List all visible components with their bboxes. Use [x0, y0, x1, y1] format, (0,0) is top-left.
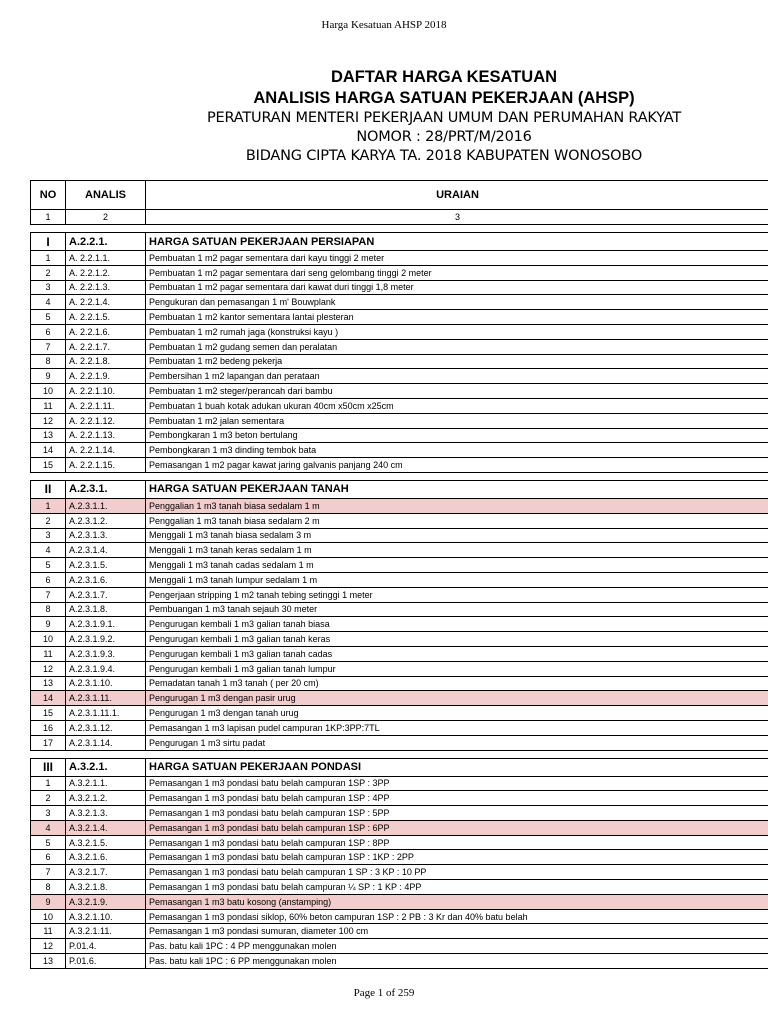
- row-analis-code: A.3.2.1.2.: [66, 791, 146, 806]
- row-analis-code: A.2.3.1.2.: [66, 513, 146, 528]
- row-description: Pengurugan 1 m3 dengan tanah urug: [146, 706, 768, 721]
- section-title: HARGA SATUAN PEKERJAAN PONDASI: [146, 758, 768, 776]
- row-analis-code: A.2.3.1.9.3.: [66, 646, 146, 661]
- page-header: Harga Kesatuan AHSP 2018: [321, 19, 447, 31]
- spacer-cell: [31, 750, 66, 758]
- row-number: 7: [31, 865, 66, 880]
- table-row: [31, 354, 768, 369]
- row-description: Pengerjaan stripping 1 m2 tanah tebing setinggi 1 meter: [146, 587, 768, 602]
- row-description: Pembuatan 1 m2 rumah jaga (konstruksi kayu ): [146, 324, 768, 339]
- row-number: 5: [31, 310, 66, 325]
- column-number-row: [31, 210, 768, 225]
- spacer-cell: [31, 225, 66, 233]
- row-analis-code: A. 2.2.1.2.: [66, 265, 146, 280]
- row-description: Pembuatan 1 m2 bedeng pekerja: [146, 354, 768, 369]
- row-description: Pemasangan 1 m3 pondasi batu belah campuran ¼ SP : 1 KP : 4PP: [146, 880, 768, 895]
- section-code: A.2.3.1.: [66, 480, 146, 498]
- row-description: Pemasangan 1 m3 pondasi batu belah campuran 1SP : 4PP: [146, 791, 768, 806]
- row-description: Pembuatan 1 m2 pagar sementara dari seng gelombang tinggi 2 meter: [146, 265, 768, 280]
- table-row: [31, 310, 768, 325]
- row-description: Pengurugan kembali 1 m3 galian tanah keras: [146, 632, 768, 647]
- spacer-cell: [146, 472, 768, 480]
- column-number: 3: [146, 210, 768, 225]
- row-number: 11: [31, 646, 66, 661]
- row-description: Pemasangan 1 m3 pondasi batu belah campuran 1 SP : 3 KP : 10 PP: [146, 865, 768, 880]
- spacer-cell: [146, 750, 768, 758]
- row-description: Pemasangan 1 m3 pondasi batu belah campuran 1SP : 3PP: [146, 776, 768, 791]
- row-description: Pembuatan 1 m2 jalan sementara: [146, 413, 768, 428]
- row-analis-code: A.3.2.1.11.: [66, 924, 146, 939]
- row-description: Pemasangan 1 m3 lapisan pudel campuran 1KP:3PP:7TL: [146, 720, 768, 735]
- row-analis-code: A.3.2.1.3.: [66, 806, 146, 821]
- table-row: [31, 820, 768, 835]
- row-analis-code: A.3.2.1.7.: [66, 865, 146, 880]
- section-number: I: [31, 233, 66, 251]
- table-row: [31, 706, 768, 721]
- row-number: 11: [31, 924, 66, 939]
- table-row: [31, 865, 768, 880]
- header-uraian: URAIAN: [146, 181, 768, 210]
- table-row: [31, 324, 768, 339]
- table-row: [31, 558, 768, 573]
- row-number: 4: [31, 820, 66, 835]
- row-analis-code: A.2.3.1.9.4.: [66, 661, 146, 676]
- spacer-cell: [66, 750, 146, 758]
- row-number: 5: [31, 558, 66, 573]
- row-description: Pembuatan 1 m2 pagar sementara dari kayu tinggi 2 meter: [146, 251, 768, 266]
- row-analis-code: A.2.3.1.8.: [66, 602, 146, 617]
- row-analis-code: A.2.3.1.9.1.: [66, 617, 146, 632]
- table-row: [31, 806, 768, 821]
- document-title-block: [0, 67, 768, 166]
- table-row: [31, 572, 768, 587]
- table-row: [31, 413, 768, 428]
- table-row: [31, 295, 768, 310]
- table-row: [31, 676, 768, 691]
- row-number: 7: [31, 339, 66, 354]
- row-number: 2: [31, 513, 66, 528]
- row-number: 14: [31, 443, 66, 458]
- row-analis-code: A.2.3.1.12.: [66, 720, 146, 735]
- table-row: [31, 939, 768, 954]
- table-row: [31, 543, 768, 558]
- row-number: 12: [31, 413, 66, 428]
- table-row: [31, 776, 768, 791]
- row-number: 12: [31, 939, 66, 954]
- row-description: Pembersihan 1 m2 lapangan dan perataan: [146, 369, 768, 384]
- table-row: [31, 735, 768, 750]
- section-header-row: [31, 480, 768, 498]
- ahsp-table-body: [31, 181, 768, 969]
- table-row: [31, 369, 768, 384]
- row-description: Pembongkaran 1 m3 beton bertulang: [146, 428, 768, 443]
- row-description: Pengurugan kembali 1 m3 galian tanah cadas: [146, 646, 768, 661]
- row-number: 1: [31, 251, 66, 266]
- row-analis-code: P.01.4.: [66, 939, 146, 954]
- row-number: 7: [31, 587, 66, 602]
- row-description: Menggali 1 m3 tanah biasa sedalam 3 m: [146, 528, 768, 543]
- row-description: Menggali 1 m3 tanah keras sedalam 1 m: [146, 543, 768, 558]
- section-title: HARGA SATUAN PEKERJAAN PERSIAPAN: [146, 233, 768, 251]
- section-code: A.3.2.1.: [66, 758, 146, 776]
- row-number: 9: [31, 617, 66, 632]
- title-line-2: ANALISIS HARGA SATUAN PEKERJAAN (AHSP): [253, 89, 635, 107]
- row-number: 13: [31, 954, 66, 969]
- table-row: [31, 265, 768, 280]
- row-description: Pembuatan 1 m2 pagar sementara dari kawat duri tinggi 1,8 meter: [146, 280, 768, 295]
- row-analis-code: A. 2.2.1.9.: [66, 369, 146, 384]
- row-number: 2: [31, 265, 66, 280]
- section-number: III: [31, 758, 66, 776]
- row-number: 9: [31, 369, 66, 384]
- row-number: 11: [31, 398, 66, 413]
- row-analis-code: A.3.2.1.9.: [66, 894, 146, 909]
- row-number: 8: [31, 880, 66, 895]
- table-row: [31, 850, 768, 865]
- table-row: [31, 632, 768, 647]
- section-number: II: [31, 480, 66, 498]
- row-number: 8: [31, 354, 66, 369]
- row-description: Pembuatan 1 m2 steger/perancah dari bambu: [146, 384, 768, 399]
- row-number: 13: [31, 428, 66, 443]
- row-analis-code: A.2.3.1.6.: [66, 572, 146, 587]
- row-description: Menggali 1 m3 tanah cadas sedalam 1 m: [146, 558, 768, 573]
- table-row: [31, 398, 768, 413]
- row-number: 6: [31, 572, 66, 587]
- row-description: Pengurugan kembali 1 m3 galian tanah lumpur: [146, 661, 768, 676]
- section-code: A.2.2.1.: [66, 233, 146, 251]
- row-number: 6: [31, 324, 66, 339]
- row-number: 10: [31, 909, 66, 924]
- row-analis-code: A.2.3.1.7.: [66, 587, 146, 602]
- row-description: Pengurugan 1 m3 dengan pasir urug: [146, 691, 768, 706]
- table-row: [31, 587, 768, 602]
- row-number: 2: [31, 791, 66, 806]
- section-spacer: [31, 750, 768, 758]
- table-row: [31, 280, 768, 295]
- title-line-4: NOMOR : 28/PRT/M/2016: [356, 129, 532, 145]
- row-analis-code: P.01.6.: [66, 954, 146, 969]
- row-analis-code: A. 2.2.1.11.: [66, 398, 146, 413]
- row-number: 4: [31, 543, 66, 558]
- row-number: 10: [31, 384, 66, 399]
- row-description: Pemasangan 1 m2 pagar kawat jaring galvanis panjang 240 cm: [146, 458, 768, 473]
- row-description: Pengurugan 1 m3 sirtu padat: [146, 735, 768, 750]
- row-analis-code: A.2.3.1.4.: [66, 543, 146, 558]
- row-number: 15: [31, 706, 66, 721]
- column-number: 2: [66, 210, 146, 225]
- table-row: [31, 458, 768, 473]
- row-description: Penggalian 1 m3 tanah biasa sedalam 2 m: [146, 513, 768, 528]
- row-description: Pembuangan 1 m3 tanah sejauh 30 meter: [146, 602, 768, 617]
- row-analis-code: A.3.2.1.1.: [66, 776, 146, 791]
- row-analis-code: A. 2.2.1.10.: [66, 384, 146, 399]
- table-row: [31, 720, 768, 735]
- spacer-cell: [66, 472, 146, 480]
- row-description: Pembuatan 1 m2 kantor sementara lantai plesteran: [146, 310, 768, 325]
- row-analis-code: A.3.2.1.10.: [66, 909, 146, 924]
- table-row: [31, 443, 768, 458]
- table-row: [31, 528, 768, 543]
- header-no: NO: [31, 181, 66, 210]
- section-title: HARGA SATUAN PEKERJAAN TANAH: [146, 480, 768, 498]
- table-row: [31, 661, 768, 676]
- section-header-row: [31, 233, 768, 251]
- row-analis-code: A. 2.2.1.8.: [66, 354, 146, 369]
- table-row: [31, 384, 768, 399]
- row-analis-code: A. 2.2.1.6.: [66, 324, 146, 339]
- table-row: [31, 954, 768, 969]
- row-analis-code: A. 2.2.1.15.: [66, 458, 146, 473]
- row-number: 17: [31, 735, 66, 750]
- title-line-3: PERATURAN MENTERI PEKERJAAN UMUM DAN PERUMAHAN RAKYAT: [206, 110, 681, 126]
- row-analis-code: A. 2.2.1.4.: [66, 295, 146, 310]
- row-analis-code: A.2.3.1.11.1.: [66, 706, 146, 721]
- row-analis-code: A. 2.2.1.1.: [66, 251, 146, 266]
- row-number: 9: [31, 894, 66, 909]
- row-analis-code: A. 2.2.1.14.: [66, 443, 146, 458]
- table-row: [31, 513, 768, 528]
- row-analis-code: A.2.3.1.9.2.: [66, 632, 146, 647]
- row-analis-code: A.2.3.1.3.: [66, 528, 146, 543]
- table-row: [31, 339, 768, 354]
- row-number: 4: [31, 295, 66, 310]
- row-number: 1: [31, 776, 66, 791]
- row-description: Pemasangan 1 m3 pondasi sumuran, diameter 100 cm: [146, 924, 768, 939]
- row-number: 15: [31, 458, 66, 473]
- row-description: Pemadatan tanah 1 m3 tanah ( per 20 cm): [146, 676, 768, 691]
- table-row: [31, 691, 768, 706]
- row-analis-code: A.3.2.1.5.: [66, 835, 146, 850]
- row-analis-code: A. 2.2.1.13.: [66, 428, 146, 443]
- table-row: [31, 498, 768, 513]
- row-description: Pemasangan 1 m3 pondasi batu belah campuran 1SP : 5PP: [146, 806, 768, 821]
- ahsp-table: [30, 180, 768, 969]
- table-row: [31, 835, 768, 850]
- row-analis-code: A.2.3.1.1.: [66, 498, 146, 513]
- header-analis: ANALIS: [66, 181, 146, 210]
- row-description: Pembuatan 1 m2 gudang semen dan peralatan: [146, 339, 768, 354]
- row-number: 10: [31, 632, 66, 647]
- row-description: Pas. batu kali 1PC : 6 PP menggunakan molen: [146, 954, 768, 969]
- row-number: 3: [31, 528, 66, 543]
- table-row: [31, 428, 768, 443]
- column-number: 1: [31, 210, 66, 225]
- table-row: [31, 646, 768, 661]
- section-spacer: [31, 225, 768, 233]
- table-row: [31, 880, 768, 895]
- row-description: Pengukuran dan pemasangan 1 m' Bouwplank: [146, 295, 768, 310]
- row-analis-code: A. 2.2.1.12.: [66, 413, 146, 428]
- table-row: [31, 791, 768, 806]
- table-row: [31, 602, 768, 617]
- table-row: [31, 924, 768, 939]
- row-number: 3: [31, 806, 66, 821]
- row-description: Pemasangan 1 m3 pondasi batu belah campuran 1SP : 8PP: [146, 835, 768, 850]
- row-number: 3: [31, 280, 66, 295]
- row-analis-code: A. 2.2.1.3.: [66, 280, 146, 295]
- title-line-5: BIDANG CIPTA KARYA TA. 2018 KABUPATEN WONOSOBO: [245, 148, 643, 164]
- row-analis-code: A.3.2.1.6.: [66, 850, 146, 865]
- title-line-1: DAFTAR HARGA KESATUAN: [330, 68, 558, 86]
- row-description: Penggalian 1 m3 tanah biasa sedalam 1 m: [146, 498, 768, 513]
- table-header-row: [31, 181, 768, 210]
- row-number: 13: [31, 676, 66, 691]
- row-number: 1: [31, 498, 66, 513]
- spacer-cell: [66, 225, 146, 233]
- row-analis-code: A. 2.2.1.7.: [66, 339, 146, 354]
- row-analis-code: A.3.2.1.4.: [66, 820, 146, 835]
- row-description: Pemasangan 1 m3 pondasi batu belah campuran 1SP : 6PP: [146, 820, 768, 835]
- row-description: Menggali 1 m3 tanah lumpur sedalam 1 m: [146, 572, 768, 587]
- row-analis-code: A. 2.2.1.5.: [66, 310, 146, 325]
- row-description: Pembuatan 1 buah kotak adukan ukuran 40cm x50cm x25cm: [146, 398, 768, 413]
- row-description: Pemasangan 1 m3 pondasi siklop, 60% beton campuran 1SP : 2 PB : 3 Kr dan 40% batu belah: [146, 909, 768, 924]
- table-row: [31, 251, 768, 266]
- table-row: [31, 617, 768, 632]
- row-analis-code: A.2.3.1.10.: [66, 676, 146, 691]
- section-header-row: [31, 758, 768, 776]
- row-description: Pembongkaran 1 m3 dinding tembok bata: [146, 443, 768, 458]
- row-description: Pengurugan kembali 1 m3 galian tanah biasa: [146, 617, 768, 632]
- row-number: 8: [31, 602, 66, 617]
- row-description: Pemasangan 1 m3 pondasi batu belah campuran 1SP : 1KP : 2PP: [146, 850, 768, 865]
- row-analis-code: A.2.3.1.11.: [66, 691, 146, 706]
- row-analis-code: A.2.3.1.14.: [66, 735, 146, 750]
- spacer-cell: [31, 472, 66, 480]
- row-number: 14: [31, 691, 66, 706]
- row-number: 5: [31, 835, 66, 850]
- row-description: Pas. batu kali 1PC : 4 PP menggunakan molen: [146, 939, 768, 954]
- table-row: [31, 894, 768, 909]
- row-number: 6: [31, 850, 66, 865]
- row-number: 16: [31, 720, 66, 735]
- row-analis-code: A.2.3.1.5.: [66, 558, 146, 573]
- section-spacer: [31, 472, 768, 480]
- table-row: [31, 909, 768, 924]
- row-number: 12: [31, 661, 66, 676]
- spacer-cell: [146, 225, 768, 233]
- page-footer: Page 1 of 259: [353, 987, 415, 999]
- row-analis-code: A.3.2.1.8.: [66, 880, 146, 895]
- row-description: Pemasangan 1 m3 batu kosong (anstamping): [146, 894, 768, 909]
